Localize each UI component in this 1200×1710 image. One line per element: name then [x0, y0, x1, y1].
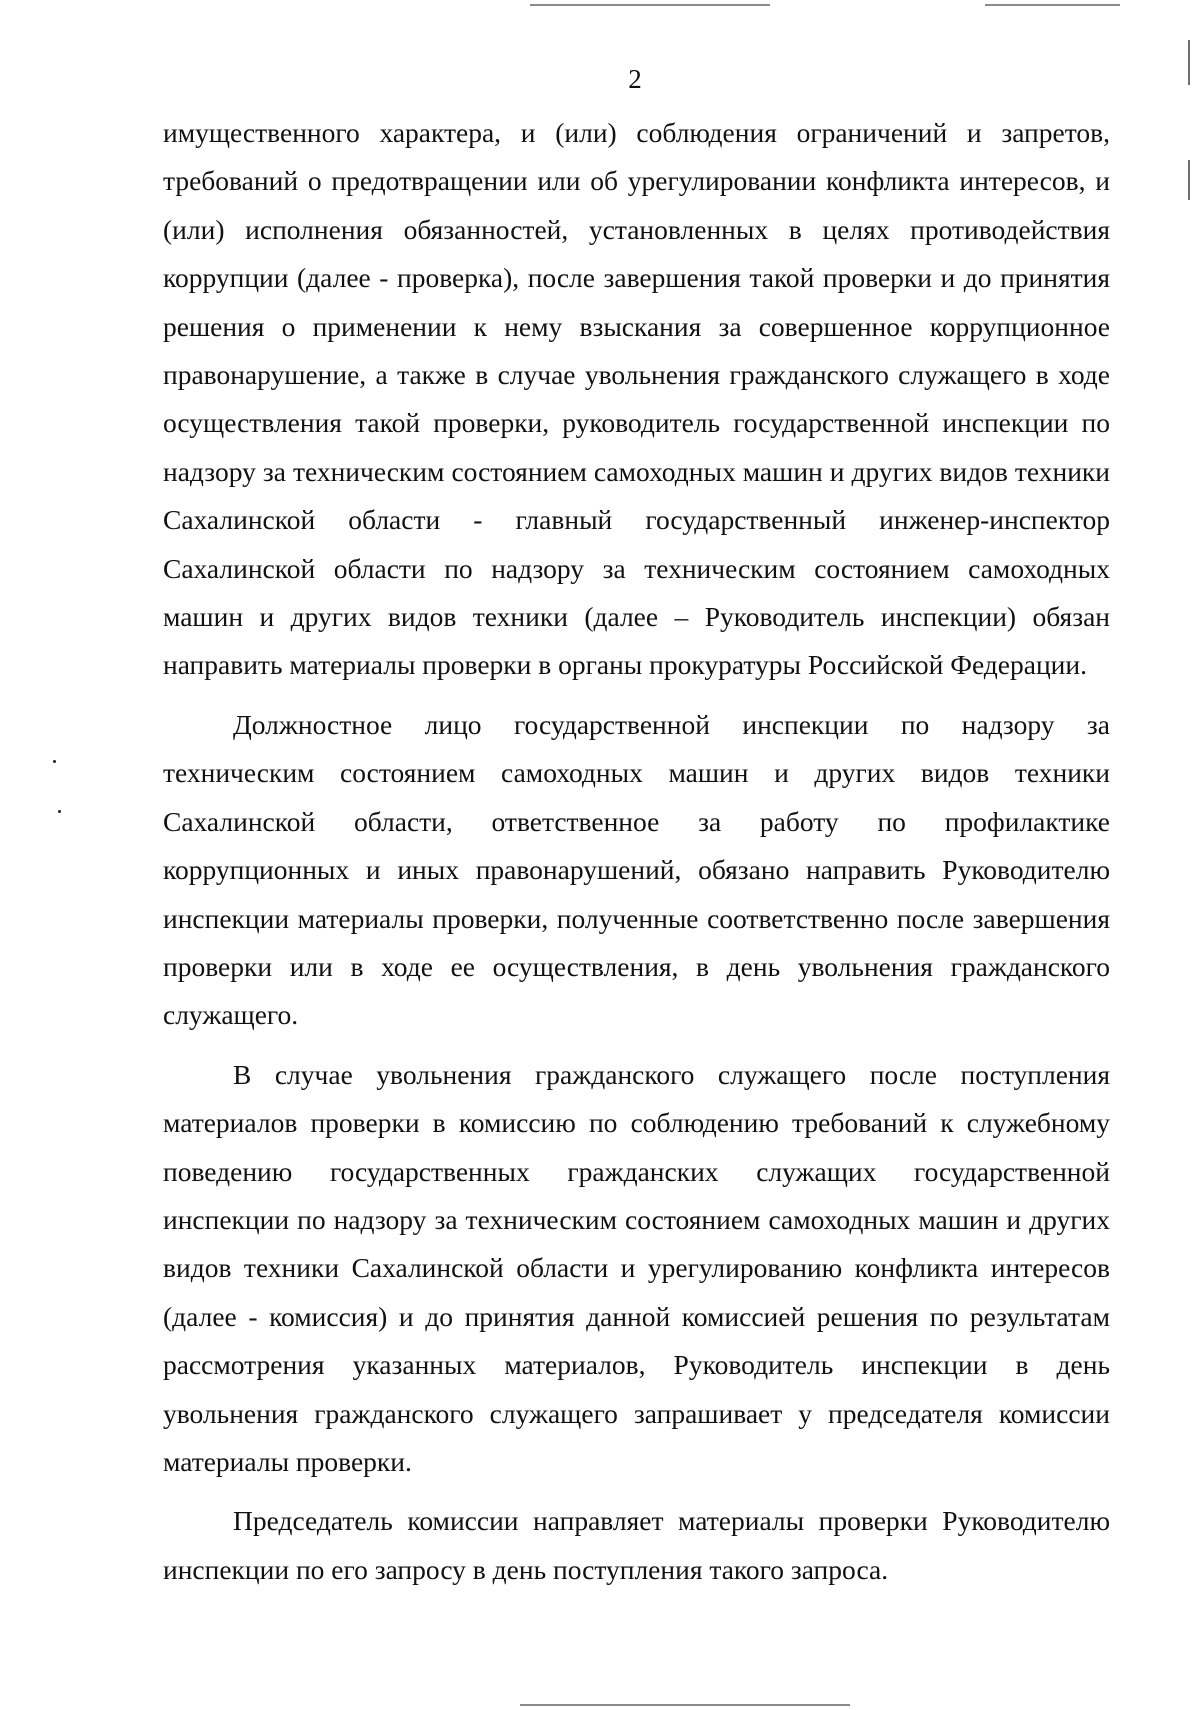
scan-edge-mark: [985, 4, 1120, 6]
scan-speck: [58, 810, 61, 813]
paragraph-4: Председатель комиссии направляет материалы проверки Руководителю инспекции по его запросу в день поступления такого запроса.: [163, 1505, 1110, 1585]
page-number: 2: [628, 64, 642, 94]
scan-speck: [53, 760, 56, 763]
paragraph-2: Должностное лицо государственной инспекции по надзору за техническим состоянием самоходных машин и других видов техники Сахалинской области, ответственное за работу по профилактике коррупционных и иных правонарушений, обязано направить Руководителю инспекции материалы проверки, полученные соответственно после завершения проверки или в ходе ее осуществления, в день увольнения гражданского служащего.: [163, 708, 1110, 1031]
scan-edge-mark: [1188, 160, 1190, 200]
paragraph-1: имущественного характера, и (или) соблюдения ограничений и запретов, требований о предотвращении или об урегулировании конфликта интересов, и (или) исполнения обязанностей, установленных в целях противодействия коррупции (далее - проверка), после завершения такой проверки и до принятия решения о применении к нему взыскания за совершенное коррупционное правонарушение, а также в случае увольнения гражданского служащего в ходе осуществления такой проверки, руководитель государственной инспекции по надзору за техническим состоянием самоходных машин и других видов техники Сахалинской области - главный государственный инженер-инспектор Сахалинской области по надзору за техническим состоянием самоходных машин и других видов техники (далее – Руководитель инспекции) обязан направить материалы проверки в органы прокуратуры Российской Федерации.: [163, 117, 1110, 681]
paragraph-3: В случае увольнения гражданского служащего после поступления материалов проверки в комиссию по соблюдению требований к служебному поведению государственных гражданских служащих государственной инспекции по надзору за техническим состоянием самоходных машин и других видов техники Сахалинской области и урегулированию конфликта интересов (далее - комиссия) и до принятия данной комиссией решения по результатам рассмотрения указанных материалов, Руководитель инспекции в день увольнения гражданского служащего запрашивает у председателя комиссии материалы проверки.: [163, 1058, 1110, 1477]
scan-edge-mark: [520, 1704, 850, 1706]
scan-edge-mark: [530, 4, 770, 6]
body-text: [163, 109, 1110, 1605]
